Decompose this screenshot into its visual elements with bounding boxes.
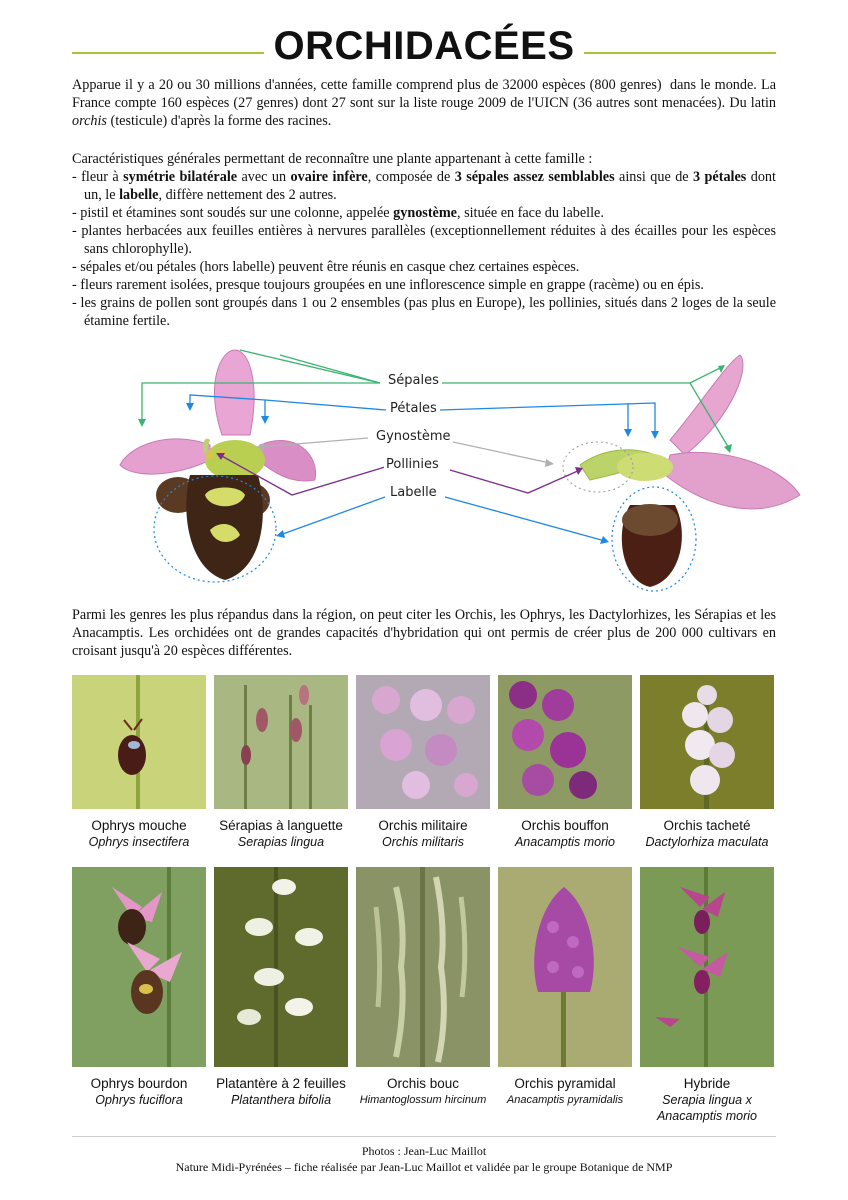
genres-paragraph: Parmi les genres les plus répandus dans la région, on peut citer les Orchis, les Ophrys, les Dactylorhizes, les Sérapias et les Anacamptis. Les orchidées ont de grandes capacités d'hybridation qui ont permis de créer plus de 200 000 cultivars en croisant jusqu'à 20 espèces différentes. [72, 607, 776, 659]
species-card [498, 867, 632, 1108]
species-name: Orchis pyramidal [514, 1076, 616, 1091]
species-photo [498, 867, 632, 1067]
flower-anatomy-diagram [110, 345, 810, 600]
species-latin: Ophrys fuciflora [95, 1093, 183, 1107]
species-card [72, 867, 206, 1108]
species-latin: Orchis militaris [382, 835, 464, 849]
species-photo [72, 867, 206, 1067]
characteristic-item: - pistil et étamines sont soudés sur une colonne, appelée gynostème, située en face du labelle. [72, 205, 604, 221]
species-latin: Serapias lingua [237, 835, 325, 849]
species-name: Platantère à 2 feuilles [216, 1076, 346, 1091]
species-name: Sérapias à languette [219, 818, 343, 833]
footer-rule [72, 1136, 776, 1137]
species-card [640, 867, 774, 1124]
species-photo [640, 675, 774, 809]
species-latin: Himantoglossum hircinum [359, 1094, 487, 1106]
label-sepales: Sépales [388, 373, 439, 388]
species-latin: Ophrys insectifera [88, 835, 190, 849]
characteristics-list [72, 168, 776, 330]
characteristic-item: - sépales et/ou pétales (hors labelle) peuvent être réunis en casque chez certaines espèces. [72, 259, 580, 275]
species-photo [72, 675, 206, 809]
species-latin: Platanthera bifolia [230, 1093, 332, 1107]
characteristic-item: - fleurs rarement isolées, presque toujours groupées en une inflorescence simple en grappe (racème) ou en épis. [72, 277, 704, 293]
species-name: Ophrys bourdon [90, 1076, 188, 1091]
characteristic-item: - les grains de pollen sont groupés dans 1 ou 2 ensembles (pas plus en Europe), les pollinies, situés dans 2 loges de la seule étamine fertile. [72, 295, 776, 329]
species-photo [356, 867, 490, 1067]
characteristics-heading: Caractéristiques générales permettant de reconnaître une plante appartenant à cette famille : [72, 151, 593, 167]
species-card [640, 675, 774, 850]
species-card [214, 867, 348, 1108]
intro-text-a: Apparue il y a 20 ou 30 millions d'années, cette famille comprend plus de 32000 espèces (800 genres) dans le monde. La France compte 160 espèces (27 genres) dont 27 sont sur la liste rouge 2009 de l'UICN (36 autres sont menacées). Du latin orchis (testicule) d'après la forme des racines. [72, 77, 776, 129]
characteristics-block [72, 150, 776, 330]
label-gynosteme: Gynostème [376, 429, 451, 444]
species-name: Orchis bouc [386, 1076, 460, 1091]
species-latin: Dactylorhiza maculata [645, 835, 769, 849]
species-name: Orchis militaire [378, 818, 468, 833]
footer-credit: Nature Midi-Pyrénées – fiche réalisée par Jean-Luc Maillot et validée par le groupe Botanique de NMP [175, 1160, 673, 1174]
species-card [356, 675, 490, 850]
label-petales: Pétales [390, 401, 437, 416]
species-photo [214, 867, 348, 1067]
front-flower-illustration [120, 350, 316, 582]
species-latin: Anacamptis morio [514, 835, 616, 849]
species-card [356, 867, 490, 1108]
footer-photos: Photos : Jean-Luc Maillot [361, 1144, 487, 1158]
species-card [498, 675, 632, 850]
species-latin-2: Anacamptis morio [656, 1109, 758, 1123]
species-photo [214, 675, 348, 809]
species-name: Orchis tacheté [663, 818, 751, 833]
species-name: Hybride [683, 1076, 731, 1091]
species-photo [498, 675, 632, 809]
title-row [72, 22, 776, 70]
intro-paragraph [72, 76, 776, 130]
anatomy-illustration [110, 345, 810, 600]
species-latin: Serapia lingua x [662, 1093, 752, 1107]
species-latin: Anacamptis pyramidalis [506, 1094, 624, 1106]
labelle-arrows [280, 497, 605, 541]
characteristic-item: - fleur à symétrie bilatérale avec un ovaire infère, composée de 3 sépales assez semblables ainsi que de 3 pétales dont un, le labelle, diffère nettement des 2 autres. [72, 169, 776, 203]
species-card [214, 675, 348, 850]
species-name: Ophrys mouche [91, 818, 187, 833]
species-photo [356, 675, 490, 809]
page-title: ORCHIDACÉES [273, 24, 575, 68]
species-card [72, 675, 206, 850]
species-name: Orchis bouffon [521, 818, 609, 833]
label-pollinies: Pollinies [386, 457, 439, 472]
characteristic-item: - plantes herbacées aux feuilles entières à nervures parallèles (exceptionnellement réduites à des écailles pour les espèces sans chlorophylle). [72, 223, 776, 257]
label-labelle: Labelle [390, 485, 437, 500]
side-flower-illustration [563, 355, 800, 591]
species-photo [640, 867, 774, 1067]
title-rule-right [584, 52, 776, 54]
